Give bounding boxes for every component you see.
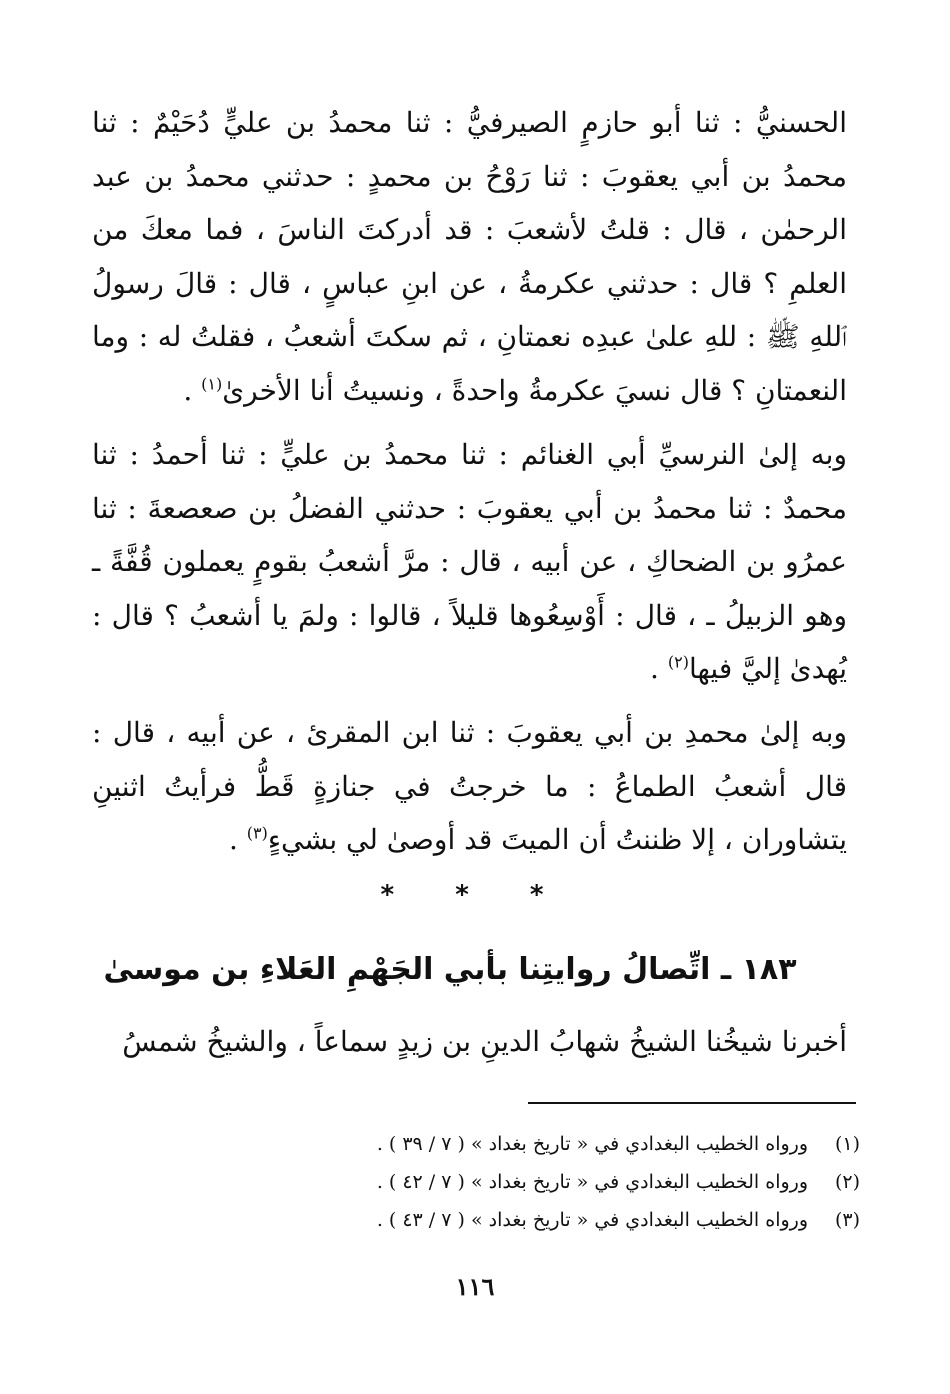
section-opening-text: أخبرنا شيخُنا الشيخُ شهابُ الدينِ بن زيدٍ سماعاً ، والشيخُ شمسُ: [122, 1025, 847, 1058]
paragraph-2-end: .: [650, 652, 668, 685]
footnote-number: (١): [834, 1133, 860, 1155]
footnote-ref-1: (١): [201, 374, 223, 394]
paragraph-1: [92, 96, 847, 417]
footnote-text: ورواه الخطيب البغدادي في « تاريخ بغداد » ( ٧ / ٤٢ ) .: [376, 1171, 808, 1193]
section-heading: ١٨٣ ـ اتِّصالُ روايتِنا بأبي الجَهْمِ العَلاءِ بن موسىٰ: [103, 952, 797, 987]
paragraph-2-text: وبه إلىٰ النرسيِّ أبي الغنائم : ثنا محمدُ بن عليٍّ : ثنا أحمدُ : ثنا محمدٌ : ثنا محمدُ بن أبي يعقوبَ : حدثني الفضلُ بن صعصعةَ : ثنا عمرُو بن الضحاكِ ، عن أبيه ، قال : مرَّ أشعبُ بقومٍ يعملون قُفَّةً ـ وهو الزبيلُ ـ ، قال : أَوْسِعُوها قليلاً ، قالوا : ولمَ يا أشعبُ ؟ قال : يُهدىٰ إليَّ فيها: [92, 438, 847, 685]
paragraph-2: [92, 428, 847, 696]
paragraph-1-text: الحسنيُّ : ثنا أبو حازمٍ الصيرفيُّ : ثنا محمدُ بن عليٍّ دُحَيْمٌ : ثنا محمدُ بن أبي يعقوبَ : ثنا رَوْحُ بن محمدٍ : حدثني محمدُ بن عبد الرحمٰن ، قال : قلتُ لأشعبَ : قد أدركتَ الناسَ ، فما معكَ من العلمِ ؟ قال : حدثني عكرمةُ ، عن ابنِ عباسٍ ، قال : قالَ رسولُ ٱللهِ ﷺ : للهِ علىٰ عبدِه نعمتانِ ، ثم سكتَ أشعبُ ، فقلتُ له : وما النعمتانِ ؟ قال نسيَ عكرمةُ واحدةً ، ونسيتُ أنا الأخرىٰ: [92, 106, 847, 407]
paragraph-3-end: .: [228, 823, 247, 856]
footnotes: [280, 1125, 860, 1239]
footnote-ref-3: (٣): [246, 823, 268, 843]
footnote-text: ورواه الخطيب البغدادي في « تاريخ بغداد » ( ٧ / ٣٩ ) .: [376, 1133, 808, 1155]
footnote-3: [280, 1201, 860, 1239]
footnote-text: ورواه الخطيب البغدادي في « تاريخ بغداد » ( ٧ / ٤٣ ) .: [376, 1209, 808, 1231]
footnote-ref-2: (٢): [667, 652, 689, 672]
footnote-number: (٢): [834, 1171, 860, 1193]
footnote-1: [280, 1125, 860, 1163]
footnote-2: [280, 1163, 860, 1201]
paragraph-1-end: .: [183, 373, 202, 407]
page-number: ١١٦: [455, 1272, 495, 1301]
section-separator: * * *: [380, 880, 570, 910]
footnote-number: (٣): [834, 1209, 860, 1231]
paragraph-3-text: وبه إلىٰ محمدِ بن أبي يعقوبَ : ثنا ابن المقرئ ، عن أبيه ، قال : قال أشعبُ الطماعُ : ما خرجتُ في جنازةٍ قَطُّ فرأيتُ اثنينِ يتشاوران ، إلا ظننتُ أن الميتَ قد أوصىٰ لي بشيءٍ: [92, 716, 847, 856]
paragraph-3: [92, 706, 847, 867]
footnote-divider: [528, 1102, 856, 1104]
